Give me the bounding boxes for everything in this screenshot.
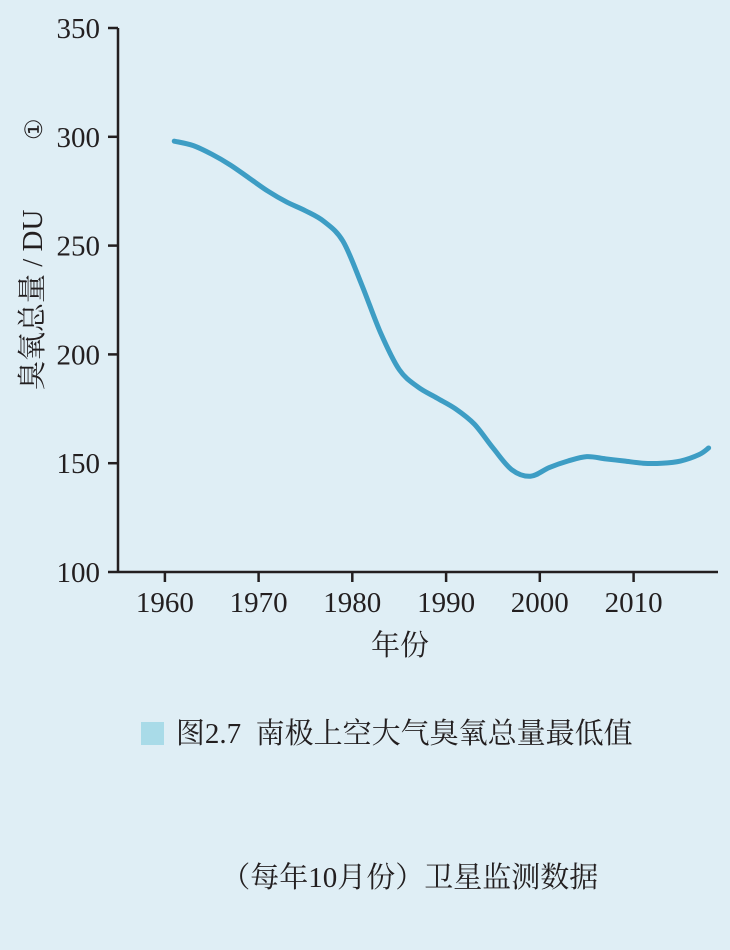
- x-tick-label: 2000: [510, 587, 569, 619]
- y-axis-title: 臭氧总量 / DU: [17, 209, 49, 390]
- x-tick-label: 1980: [323, 587, 382, 619]
- x-tick-label: 1970: [229, 587, 288, 619]
- y-axis-ticks: [108, 28, 118, 572]
- y-axis-title-note: ①: [22, 118, 48, 140]
- y-tick-label: 100: [56, 557, 100, 589]
- y-tick-label: 150: [56, 448, 100, 481]
- x-axis-title: 年份: [370, 630, 430, 660]
- y-tick-label: 350: [56, 13, 100, 45]
- caption-marker-icon: [141, 722, 164, 745]
- caption-text-2: （每年10月份）卫星监测数据: [221, 862, 599, 894]
- figure-caption: [0, 662, 730, 950]
- x-tick-label: 1990: [417, 587, 476, 619]
- x-tick-label: 2010: [604, 587, 663, 619]
- caption-line-1: [0, 662, 730, 806]
- y-tick-label: 250: [56, 230, 100, 263]
- caption-text-1: 图2.7 南极上空大气臭氧总量最低值: [175, 718, 633, 750]
- x-axis-ticks: [165, 572, 634, 582]
- y-tick-label: 300: [56, 121, 100, 154]
- ozone-series-line: [174, 141, 708, 476]
- y-tick-label: 200: [56, 339, 100, 372]
- caption-line-2: [0, 806, 730, 950]
- x-tick-label: 1960: [135, 587, 194, 619]
